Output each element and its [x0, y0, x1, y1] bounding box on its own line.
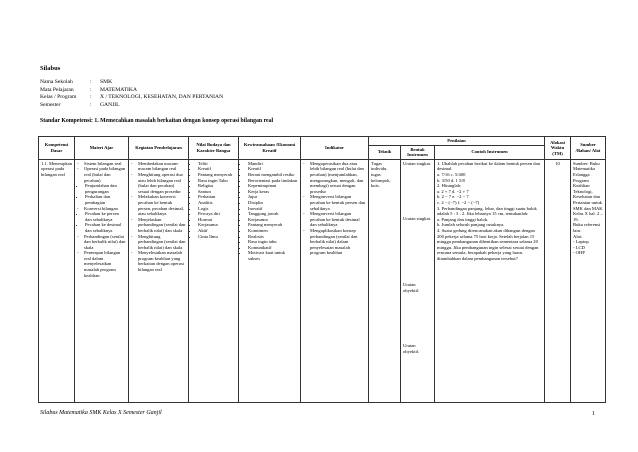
- contoh-item: 4. Suatu gedung direncanakan akan dibangun dengan 200 pekerja selama 75 hari kerja. Setelah berjalan 15 minggu pembangunan dihentikan sementara selama 20 minggu. Jika pembangunan ingin selesai sesuai dengan rencana semula, berapakah pekerja yang harus ditambahkan dalam pembangunan tersebut?: [437, 227, 539, 261]
- cell-kompetensi: 1.1. Menerapkan operasi pada bilangan real: [39, 159, 75, 402]
- kewirausahaan-item: • Tanggung jawab: [248, 211, 298, 217]
- meta-key: Nama Sekolah: [40, 79, 73, 85]
- kewirausahaan-item: • Disiplin: [248, 200, 298, 206]
- table-row: [39, 159, 606, 402]
- contoh-item: b. 2 − 7 e. −2 − 7: [437, 194, 469, 200]
- meta-value: GANJIL: [100, 101, 120, 108]
- kewirausahaan-item: • Komunikatif: [248, 245, 298, 251]
- cell-materi: [75, 159, 129, 402]
- header-penilaian: Penilaian: [369, 137, 545, 146]
- cell-alokasi: 10: [545, 159, 571, 402]
- materi-item: - Operasi pada bilangan real (bulat dan pecahan): [84, 166, 126, 183]
- header-sumber: Sumber /Bahan/ Alat: [571, 137, 606, 160]
- meta-row: [40, 79, 223, 87]
- cell-bentuk: [401, 159, 435, 402]
- nilai-item: • Aktif: [198, 228, 236, 234]
- kegiatan-item: - Melakukan konversi pecahan ke bentuk persen, pecahan desimal, atau sebaliknya: [138, 194, 186, 216]
- nilai-item: • Cinta Ilmu: [198, 234, 236, 240]
- contoh-item: 1. Ubahlah pecahan berikut ke dalam bentuk persen dan desimal.: [437, 160, 540, 172]
- nilai-item: • Teliti: [198, 161, 236, 167]
- sumber-item: - Laptop: [573, 239, 589, 245]
- kegiatan-item: - Menghitung operasi dua atau lebih bilangan real (bulat dan pecahan) sesuai dengan prosedur: [138, 172, 186, 194]
- header-kompetensi: Kompetensi Dasar: [39, 137, 75, 160]
- kewirausahaan-item: • Jujur: [248, 194, 298, 200]
- materi-item: - Sistem bilangan real: [84, 161, 126, 167]
- cell-kegiatan: [129, 159, 189, 402]
- kegiatan-item: - Menjelaskan perbandingan (senilai dan berbalik nilai) dan skala: [138, 217, 186, 234]
- materi-subitem: • Pecahan ke persen dan sebaliknya: [85, 211, 126, 222]
- contoh-item: a. 2 + 7 d. −2 + 7: [437, 188, 469, 194]
- nilai-item: • Rasa ingin Tahu: [198, 178, 236, 184]
- kewirausahaan-item: • Realistis: [248, 234, 298, 240]
- contoh-item: 3. Perbandingan panjang, lebar, dan tinggi suatu balok adalah 5 : 3 : 2. Jika lebarnya 15 cm, tentukanlah:: [437, 205, 537, 217]
- contoh-item: a. 7/16 c. 5/400: [437, 171, 466, 177]
- kegiatan-item: - Menyelesaikan masalah program keahlian yang berkaitan dengan operasi bilangan real: [138, 250, 186, 272]
- indikator-item: - Mengaplikasikan konsep perbandingan (senilai dan berbalik nilai) dalam penyelesaian masalah program keahlian: [310, 228, 366, 256]
- page-footer: Silabus Matematika SMK Kelas X Semester Ganjil: [40, 410, 162, 416]
- meta-key: Semester: [40, 101, 61, 108]
- sumber-item: - OHP: [573, 250, 585, 256]
- cell-indikator: [301, 159, 369, 402]
- kewirausahaan-item: • Berorientasi pada tindakan: [248, 178, 298, 184]
- materi-item: - Perbandingan (senilai dan berbalik nilai) dan skala: [84, 234, 126, 251]
- kewirausahaan-item: • Kepemimpinan: [248, 183, 298, 189]
- kegiatan-item: - Membedakan macam-macam bilangan real: [138, 161, 186, 172]
- nilai-item: • Kerjasama: [198, 222, 236, 228]
- kewirausahaan-item: • Kreatif: [248, 166, 298, 172]
- contoh-item: b. Jumlah seluruh panjang rusuknya.: [437, 222, 505, 228]
- header-kewirausahaan: Kewirausahaan /Ekonomi Kreatif: [239, 137, 301, 160]
- nilai-item: • Religius: [198, 183, 236, 189]
- meta-row: [40, 87, 223, 95]
- kewirausahaan-item: • Komitmen: [248, 228, 298, 234]
- meta-value: MATEMATIKA: [100, 86, 137, 93]
- materi-subitem: • Pecahan ke desimal dan sebaliknya: [85, 222, 126, 233]
- meta-colon: :: [90, 101, 92, 108]
- indikator-item: - Mengonversi bilangan pecahan ke bentuk desimal dan sebaliknya: [310, 211, 366, 228]
- indikator-item: - Mengoperasikan dua atau lebih bilangan real (bulat dan pecahan) (menjumlahkan, mengurangkan, mengali, dan membagi) sesuai dengan prosedur: [310, 161, 366, 195]
- header-kegiatan: Kegiatan Pembelajaran: [129, 137, 189, 160]
- bentuk-item: Uraian singkat.: [403, 160, 432, 166]
- contoh-item: c. 2 − (−7) f. −2 − (−7): [437, 199, 480, 205]
- contoh-item: 2. Hitunglah:: [437, 183, 462, 189]
- page-number: 1: [592, 411, 595, 417]
- header-materi: Materi Ajar: [75, 137, 129, 160]
- header-alokasi: Alokasi Waktu (TM): [545, 137, 571, 160]
- cell-sumber: [571, 159, 606, 402]
- contoh-item: b. 3/50 d. 1 5/8: [437, 177, 465, 183]
- standar-kompetensi: Standar Kompetensi: 1. Memecahkan masalah berkaitan dengan konsep operasi bilangan real: [40, 118, 274, 124]
- sumber-item: Alat:: [573, 233, 583, 239]
- nilai-item: • Kreatif: [198, 166, 236, 172]
- meta-row: [40, 94, 223, 102]
- header-row: [39, 137, 606, 146]
- meta-colon: :: [90, 94, 92, 101]
- syllabus-meta: [40, 79, 223, 109]
- cell-nilai: [189, 159, 239, 402]
- indikator-item: - Mengonversi bilangan pecahan ke bentuk persen dan sebaliknya: [310, 194, 366, 211]
- kewirausahaan-item: • Motivasi kuat untuk sukses: [248, 250, 298, 261]
- kewirausahaan-item: • Kerjasama: [248, 217, 298, 223]
- sumber-item: - LCD: [573, 244, 585, 250]
- bentuk-item: Uraian singkat.: [403, 216, 432, 222]
- kewirausahaan-item: • Kerja keras: [248, 189, 298, 195]
- nilai-item: • Percaya diri: [198, 211, 236, 217]
- nilai-item: • Hormat: [198, 217, 236, 223]
- cell-teknik: Tugas individu, tugas kelompok, kuis.: [369, 159, 401, 402]
- header-contoh: Contoh Instrumen: [435, 145, 545, 159]
- kewirausahaan-item: • Mandiri: [248, 161, 298, 167]
- bentuk-item: Uraian obyektif.: [403, 281, 420, 293]
- kewirausahaan-item: • Inovatif: [248, 206, 298, 212]
- syllabus-table: [38, 136, 606, 403]
- materi-subitem: • Perkalian dan pembagian: [85, 194, 126, 205]
- meta-row: [40, 102, 223, 110]
- kewirausahaan-item: • Pantang menyerah: [248, 222, 298, 228]
- contoh-item: a. Panjang dan tinggi balok.: [437, 216, 489, 222]
- meta-value: SMK: [100, 79, 113, 85]
- sumber-item: Buku referensi lain.: [573, 222, 601, 233]
- header-nilai: Nilai Budaya dan Karakter Bangsa: [189, 137, 239, 160]
- cell-contoh: [435, 159, 545, 402]
- meta-colon: :: [90, 79, 92, 85]
- sumber-item: Sumber: Buku Matematika Erlangga Program Keahlian Teknologi, Kesehatan dan Pertanian untuk SMK dan MAK Kelas X hal. 2 – 19.: [573, 160, 603, 222]
- nilai-item: • Perhatian: [198, 194, 236, 200]
- materi-item: - Konversi bilangan: [84, 206, 126, 212]
- nilai-item: • Analitis: [198, 200, 236, 206]
- header-teknik: Teknik: [369, 145, 401, 159]
- kegiatan-item: - Menghitung perbandingan (senilai dan berbalik nilai) dan skala: [138, 234, 186, 251]
- meta-colon: :: [90, 86, 92, 93]
- materi-subitem: • Penjumlahan dan pengurangan: [85, 183, 126, 194]
- nilai-item: • Santun: [198, 189, 236, 195]
- nilai-item: • Logis: [198, 206, 236, 212]
- meta-key: Mata Pelajaran: [40, 86, 74, 93]
- nilai-item: • Pantang menyerah: [198, 172, 236, 178]
- bentuk-item: Uraian obyektif.: [403, 343, 420, 354]
- meta-value: X / TEKNOLOGI, KESEHATAN, DAN PERTANIAN: [100, 94, 224, 101]
- header-bentuk: Bentuk Instrumen: [401, 145, 435, 159]
- document-title: Silabus: [40, 65, 61, 72]
- cell-kewirausahaan: [239, 159, 301, 402]
- meta-key: Kelas / Program: [40, 94, 77, 101]
- header-indikator: Indikator: [301, 137, 369, 160]
- kewirausahaan-item: • Rasa ingin tahu: [248, 239, 298, 245]
- materi-item: - Penerapan bilangan real dalam menyelesaikan masalah program keahlian: [84, 250, 126, 278]
- kewirausahaan-item: • Berani mengambil resiko: [248, 172, 298, 178]
